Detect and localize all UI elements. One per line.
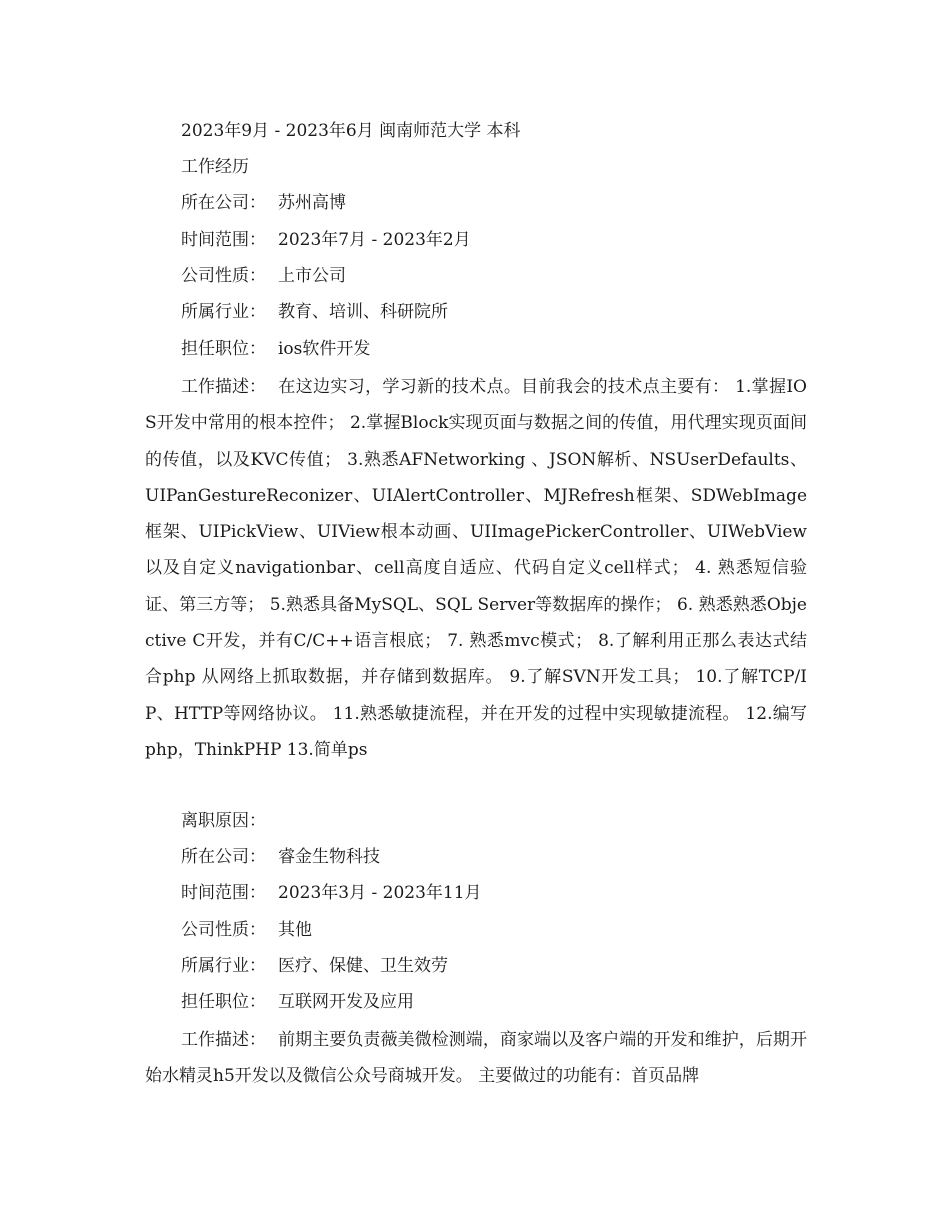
job1-company-row <box>181 191 810 215</box>
job2-industry-row <box>181 954 810 978</box>
job2-company-row <box>181 845 810 869</box>
field-value: ios软件开发 <box>278 339 371 359</box>
field-value: 2023年3月 - 2023年11月 <box>278 883 482 903</box>
field-value: 互联网开发及应用 <box>278 992 414 1012</box>
job2-description <box>145 1022 807 1095</box>
field-value: 教育、培训、科研院所 <box>278 302 448 322</box>
field-label: 工作描述： <box>181 377 266 397</box>
field-label: 所在公司： <box>181 847 266 867</box>
field-value: 医疗、保健、卫生效劳 <box>278 956 448 976</box>
job2-period-row <box>181 881 810 905</box>
field-value: 其他 <box>278 920 312 940</box>
field-label: 时间范围： <box>181 883 266 903</box>
field-value: 上市公司 <box>278 266 346 286</box>
field-label: 工作描述： <box>181 1030 266 1050</box>
field-label: 所属行业： <box>181 302 266 322</box>
field-label: 时间范围： <box>181 230 266 250</box>
field-label: 担任职位： <box>181 992 266 1012</box>
job1-position-row <box>181 337 810 361</box>
field-label: 所在公司： <box>181 193 266 213</box>
job1-period-row <box>181 228 810 252</box>
field-value: 2023年7月 - 2023年2月 <box>278 230 471 250</box>
field-value: 睿金生物科技 <box>278 847 380 867</box>
job2-nature-row <box>181 918 810 942</box>
field-label: 所属行业： <box>181 956 266 976</box>
job1-leave-reason: 离职原因： <box>181 811 266 831</box>
section-title: 工作经历 <box>181 157 249 177</box>
field-label: 公司性质： <box>181 266 266 286</box>
field-label: 公司性质： <box>181 920 266 940</box>
field-value: 前期主要负责薇美微检测端，商家端以及客户端的开发和维护，后期开始水精灵h5开发以及微信公众号商城开发。 主要做过的功能有：首页品牌 <box>145 1030 807 1087</box>
field-label: 担任职位： <box>181 339 266 359</box>
job1-nature-row <box>181 264 810 288</box>
field-value: 在这边实习，学习新的技术点。目前我会的技术点主要有： 1.掌握IOS开发中常用的根本控件； 2.掌握Block实现页面与数据之间的传值，用代理实现页面间的传值，以及KVC传值； 3.熟悉AFNetworking 、JSON解析、NSUserDefaults、UIPanGestureReconizer、UIAlertController、MJRefresh框架、SDWebImage 框架、UIPickView、UIView根本动画、UIImagePickerController、UIWebView以及自定义navigationbar、cell高度自适应、代码自定义cell样式； 4. 熟悉短信验证、第三方等； 5.熟悉具备MySQL、SQL Server等数据库的操作； 6. 熟悉熟悉Objective C开发，并有C/C++语言根底； 7. 熟悉mvc模式； 8.了解利用正那么表达式结合php 从网络上抓取数据，并存储到数据库。 9.了解SVN开发工具； 10.了解TCP/IP、HTTP等网络协议。 11.熟悉敏捷流程，并在开发的过程中实现敏捷流程。 12.编写php，ThinkPHP 13.简单ps <box>145 377 807 760</box>
education-line: 2023年9月 - 2023年6月 闽南师范大学 本科 <box>181 121 521 141</box>
job1-description <box>145 369 807 768</box>
job2-position-row <box>181 990 810 1014</box>
field-value: 苏州高博 <box>278 193 346 213</box>
job1-industry-row <box>181 300 810 324</box>
